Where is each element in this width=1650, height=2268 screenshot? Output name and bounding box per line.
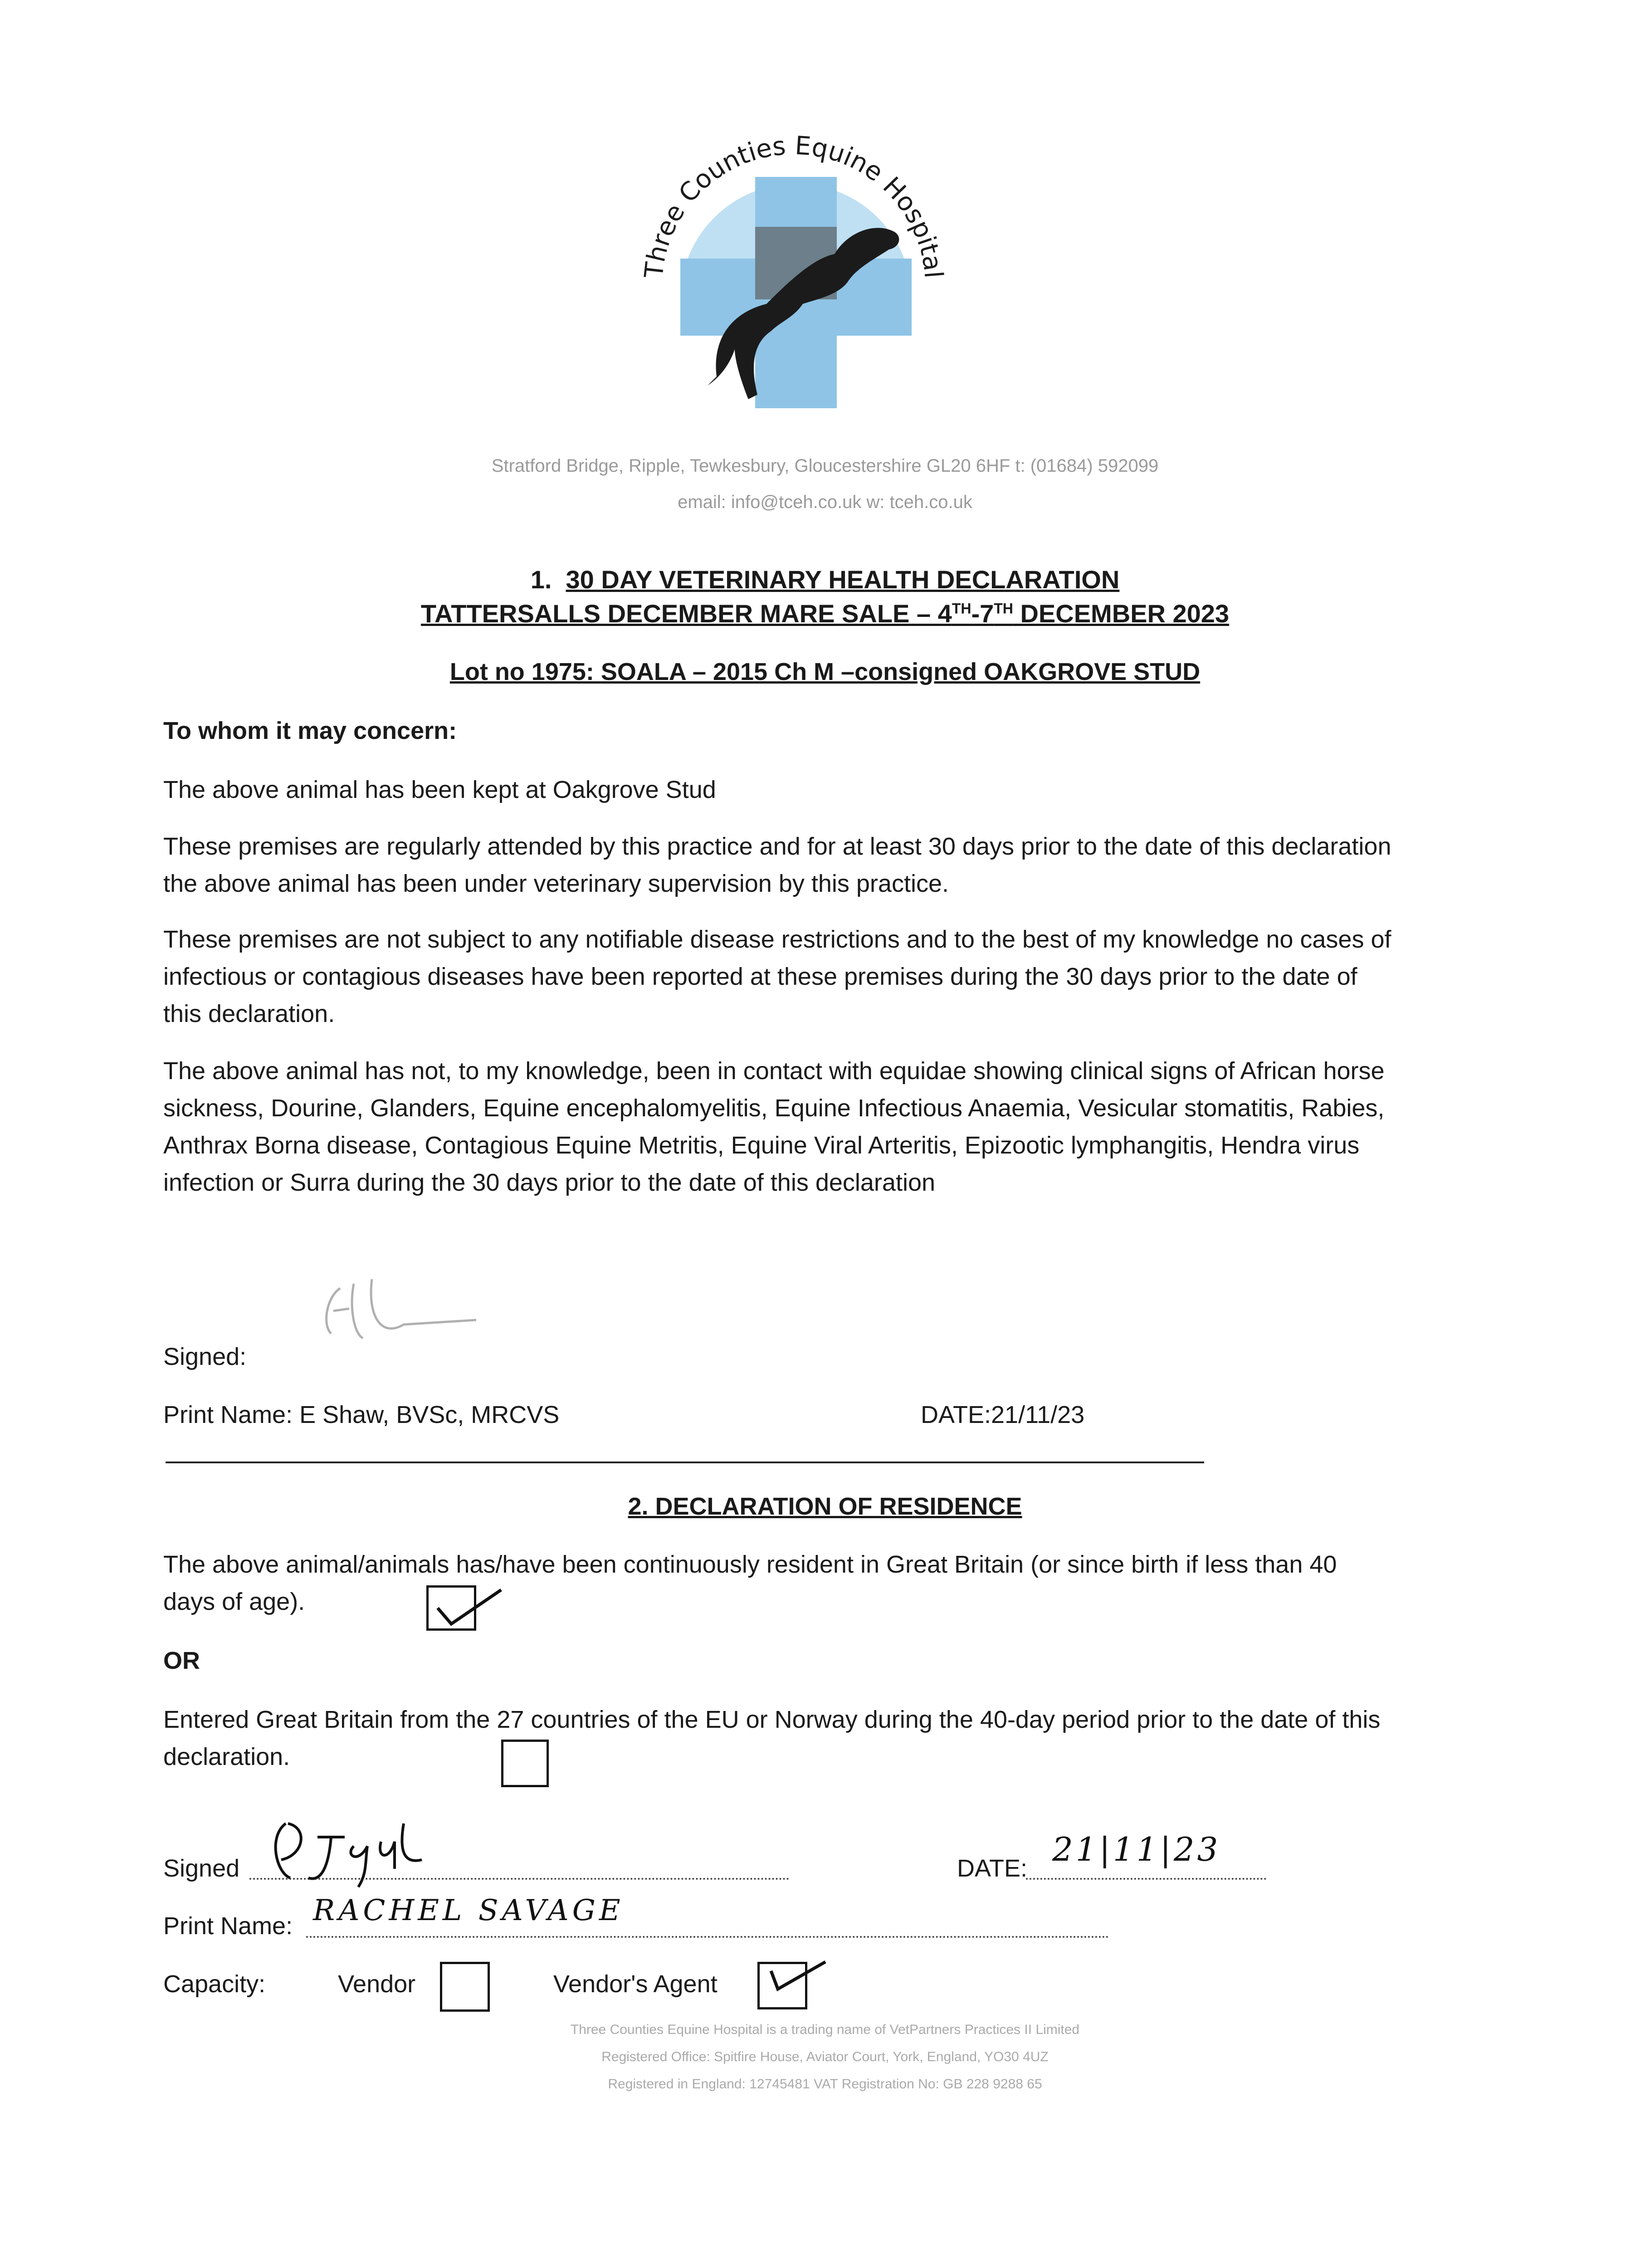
sale-name: TATTERSALLS DECEMBER MARE SALE – 4TH-7TH DECEMBER 2023 [420, 599, 1230, 628]
paragraph-4: The above animal has not, to my knowledge, been in contact with equidae showing clinical signs of African horse sickness, Dourine, Glanders, Equine encephalomyelitis, Equine Infectious Anaemia, Vesicular stomatitis, Rabies, Anthrax Borna disease, Contagious Equine Metritis, Equine Viral Arteritis, Epizootic lymphangitis, Hendra virus infection or Surra during the 30 days prior to the date of this declaration [163, 1057, 1385, 1196]
footer-line-1: Three Counties Equine Hospital is a trading name of VetPartners Practices II Limited [570, 2022, 1080, 2037]
section1-subtitle [0, 599, 1650, 628]
section1-title [0, 565, 1650, 594]
signed-label-1: Signed: [163, 1343, 247, 1370]
vet-print-name: Print Name: E Shaw, BVSc, MRCVS [163, 1401, 560, 1428]
check-mark-icon [433, 1581, 506, 1631]
vet-date: DATE:21/11/23 [921, 1401, 1085, 1428]
print-name-label-2: Print Name: [163, 1912, 293, 1940]
vendor-label: Vendor [338, 1970, 416, 1998]
or-label: OR [163, 1647, 200, 1674]
section1-heading: 30 DAY VETERINARY HEALTH DECLARATION [566, 565, 1120, 594]
logo-graphic [621, 122, 971, 413]
vendor-signature [268, 1810, 440, 1894]
entered-checkbox[interactable] [501, 1740, 549, 1787]
logo-text: Three Counties Equine Hospital [639, 131, 948, 280]
resident-checkbox[interactable] [426, 1585, 476, 1631]
vendor-print-name: RACHEL SAVAGE [313, 1894, 624, 1927]
divider [166, 1461, 1204, 1463]
section2-title: 2. DECLARATION OF RESIDENCE [628, 1493, 1022, 1520]
footer-line-3: Registered in England: 12745481 VAT Registration No: GB 228 9288 65 [608, 2077, 1042, 2092]
paragraph-3: These premises are not subject to any notifiable disease restrictions and to the best of my knowledge no cases of infectious or contagious diseases have been reported at these premises during the 30 days prior to the date of this declaration. [163, 926, 1391, 1027]
signed-label-2: Signed [163, 1855, 240, 1882]
date-line [1026, 1878, 1266, 1880]
paragraph-1: The above animal has been kept at Oakgrove Stud [163, 776, 716, 803]
check-mark-icon [762, 1957, 830, 2003]
capacity-label: Capacity: [163, 1970, 266, 1998]
hospital-logo [621, 122, 971, 413]
entered-paragraph: Entered Great Britain from the 27 countries of the EU or Norway during the 40-day period prior to the date of this declaration. [163, 1706, 1381, 1770]
footer-line-2: Registered Office: Spitfire House, Aviator Court, York, England, YO30 4UZ [601, 2049, 1049, 2064]
address-line-1: Stratford Bridge, Ripple, Tewkesbury, Gloucestershire GL20 6HF t: (01684) 592099 [491, 456, 1159, 476]
vendor-date-value: 21|11|23 [1052, 1830, 1221, 1868]
print-name-line [306, 1936, 1109, 1938]
vendors-agent-checkbox[interactable] [757, 1962, 807, 2009]
vendor-date-label: DATE: [957, 1855, 1028, 1882]
vendor-checkbox[interactable] [440, 1962, 490, 2012]
salutation: To whom it may concern: [163, 717, 457, 744]
address-line-2: email: info@tceh.co.uk w: tceh.co.uk [678, 492, 972, 512]
residence-paragraph: The above animal/animals has/have been continuously resident in Great Britain (or since birth if less than 40 days of age). [163, 1551, 1337, 1615]
section1-number: 1. [530, 565, 552, 594]
lot-line: Lot no 1975: SOALA – 2015 Ch M –consigned OAKGROVE STUD [449, 658, 1201, 685]
vendors-agent-label: Vendor's Agent [553, 1970, 718, 1998]
paragraph-2: These premises are regularly attended by this practice and for at least 30 days prior to the date of this declaration the above animal has been under veterinary supervision by this practice. [163, 833, 1391, 897]
